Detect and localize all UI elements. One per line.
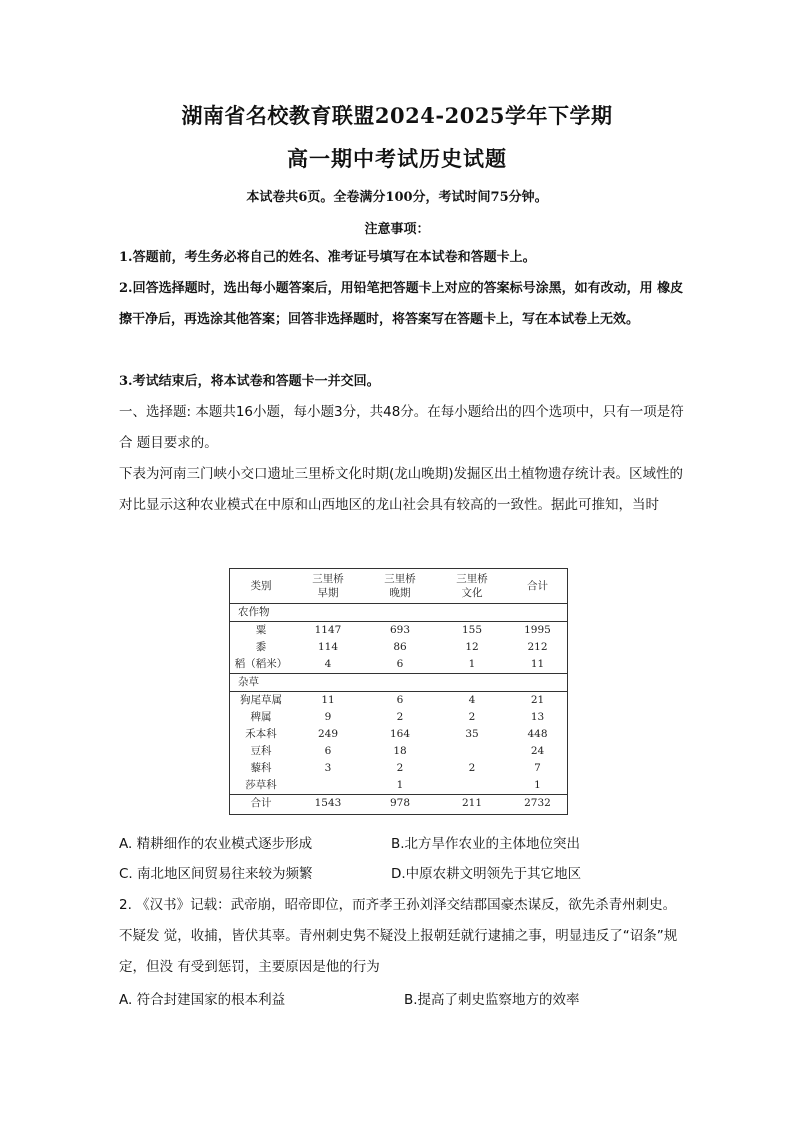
table-cell: 1 [468,658,476,670]
table-cell: 11 [321,694,335,706]
table-cell: 狗尾草属 [240,694,282,706]
table-cell: 6 [396,694,404,706]
table-cell: 1147 [314,624,342,636]
table-row [230,726,567,743]
exam-title-line2: 高一期中考试历史试题 [287,146,507,171]
table-cell: 1995 [524,624,551,636]
table-cell: 86 [393,641,407,653]
table-row [230,709,567,726]
table-cell [436,743,508,760]
table-cell [292,777,364,795]
table-cell: 2 [396,762,404,774]
question-1-stem: 下表为河南三门峡小交口遗址三里桥文化时期(龙山晚期)发掘区出土植物遗存统计表。区域性的对比显示这种农业模式在中原和山西地区的龙山社会具有较高的一致性。据此可推知，当时 [119,466,684,513]
table-header-cell: 三里桥 文化 [436,569,508,604]
table-cell: 1 [534,779,541,791]
table-row [230,656,567,674]
table-header-cell: 三里桥 晚期 [364,569,436,604]
table-header-cell: 三里桥 早期 [292,569,364,604]
table-cell: 4 [468,694,476,706]
table-cell: 粟 [255,624,267,636]
question-2-option-a: A. 符合封建国家的根本利益 [119,992,286,1008]
question-2-option-b: B.提高了刺史监察地方的效率 [404,992,580,1008]
table-row [230,639,567,656]
table-group-label: 农作物 [230,604,567,622]
table-cell: 12 [465,641,479,653]
question-1-option-a: A. 精耕细作的农业模式逐步形成 [119,836,313,852]
table-cell: 212 [527,641,548,653]
exam-title-line1: 湖南省名校教育联盟2024-2025学年下学期 [181,103,613,128]
table-cell: 35 [465,728,479,740]
table-cell: 24 [530,745,545,757]
table-cell: 21 [530,694,545,706]
table-cell: 249 [317,728,339,740]
table-header-cell: 合计 [508,569,567,604]
table-row [230,692,567,710]
table-cell: 693 [389,624,411,636]
table-group-row [230,604,567,622]
table-total-row [230,795,567,813]
table-cell: 豆科 [250,745,272,757]
table-cell: 18 [393,745,407,757]
table-cell: 稗属 [250,711,272,723]
table-cell: 1543 [292,795,364,813]
table-cell: 11 [530,658,545,670]
notice-heading: 注意事项： [364,222,430,237]
table-cell: 448 [527,728,548,740]
table-cell: 禾本科 [245,728,277,740]
table-cell: 2 [396,711,404,723]
table-row [230,777,567,795]
table-cell: 211 [436,795,508,813]
table-cell: 藜科 [250,762,272,774]
table-cell: 978 [364,795,436,813]
question-1-option-c: C. 南北地区间贸易往来较为频繁 [119,866,313,882]
table-row [230,743,567,760]
notice-item-2: 2.回答选择题时，选出每小题答案后，用铅笔把答题卡上对应的答案标号涂黑，如有改动，用 橡皮擦干净后，再选涂其他答案；回答非选择题时，将答案写在答题卡上，写在本试卷上无效。 [119,281,684,327]
notice-item-3: 3.考试结束后，将本试卷和答题卡一并交回。 [119,374,380,389]
table-cell: 2732 [508,795,567,813]
table-cell: 稻（稻米） [234,658,288,670]
exam-info: 本试卷共6页。全卷满分100分，考试时间75分钟。 [246,190,548,205]
question-1-option-b: B.北方旱作农业的主体地位突出 [391,836,581,852]
table-cell: 1 [396,779,404,791]
section-heading: 一、选择题: 本题共16小题，每小题3分，共48分。在每小题给出的四个选项中，只有一项是符合 题目要求的。 [119,404,684,451]
table-row [230,760,567,777]
table-cell: 3 [324,762,332,774]
table-cell: 7 [534,762,541,774]
table-cell: 6 [396,658,404,670]
table-cell: 155 [461,624,483,636]
table-cell: 黍 [255,641,267,653]
table-cell: 2 [468,762,476,774]
table-cell: 莎草科 [245,779,277,791]
table-cell: 9 [324,711,332,723]
table-cell: 6 [324,745,332,757]
table-cell [436,777,508,795]
table-cell: 合计 [230,795,292,813]
table-cell: 4 [324,658,332,670]
table-row [230,622,567,640]
notice-item-1: 1.答题前，考生务必将自己的姓名、准考证号填写在本试卷和答题卡上。 [119,250,536,265]
table-cell: 114 [317,641,339,653]
table-cell: 164 [389,728,411,740]
table-header-cell: 类别 [230,569,292,604]
table-group-label: 杂草 [230,674,567,692]
table-cell: 2 [468,711,476,723]
table-header-row [230,569,567,604]
plant-remains-table [229,568,568,815]
question-1-option-d: D.中原农耕文明领先于其它地区 [391,866,582,882]
question-2-stem: 2. 《汉书》记载：武帝崩，昭帝即位，而齐孝王孙刘泽交结郡国豪杰谋反，欲先杀青州刺史。不疑发 觉，收捕，皆伏其辜。青州刺史隽不疑没上报朝廷就行逮捕之事，明显违反了“诏条”规定，但没 有受到惩罚，主要原因是他的行为 [119,897,678,975]
table-group-row [230,674,567,692]
table-cell: 13 [530,711,545,723]
